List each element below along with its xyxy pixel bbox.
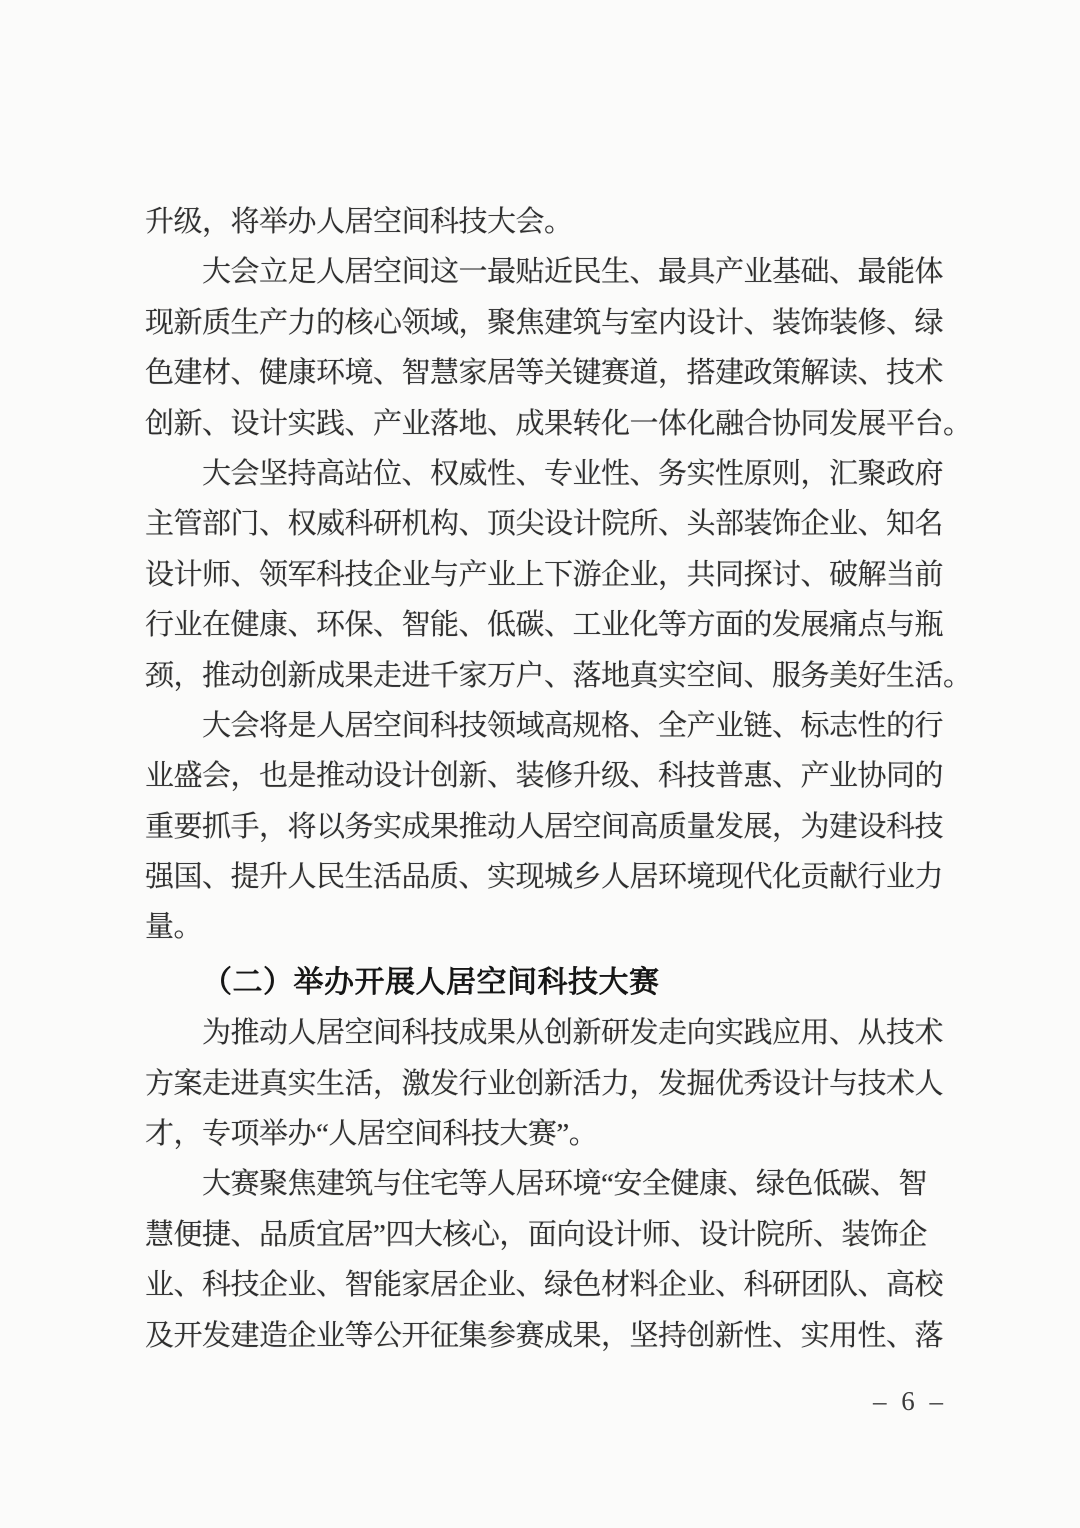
text-line: 行业在健康、环保、智能、低碳、工业化等方面的发展痛点与瓶	[145, 609, 944, 642]
text-line: 大会坚持高站位、权威性、专业性、务实性原则，汇聚政府	[202, 457, 944, 490]
text-line: 主管部门、权威科研机构、顶尖设计院所、头部装饰企业、知名	[145, 508, 944, 541]
text-line: 及开发建造企业等公开征集参赛成果，坚持创新性、实用性、落	[145, 1319, 944, 1352]
text-line: 创新、设计实践、产业落地、成果转化一体化融合协同发展平台。	[145, 407, 972, 440]
document-body	[145, 197, 972, 1361]
text-line: 业盛会，也是推动设计创新、装修升级、科技普惠、产业协同的	[145, 760, 944, 793]
text-line: 颈，推动创新成果走进千家万户、落地真实空间、服务美好生活。	[145, 659, 972, 692]
text-line: 大赛聚焦建筑与住宅等人居环境“安全健康、绿色低碳、智	[202, 1168, 927, 1201]
page-number: – 6 –	[873, 1386, 947, 1416]
text-line: 慧便捷、品质宜居”四大核心，面向设计师、设计院所、装饰企	[145, 1218, 927, 1251]
text-line: 现新质生产力的核心领域，聚焦建筑与室内设计、装饰装修、绿	[145, 306, 944, 339]
text-line: 大会立足人居空间这一最贴近民生、最具产业基础、最能体	[202, 256, 944, 289]
text-line: 设计师、领军科技企业与产业上下游企业，共同探讨、破解当前	[145, 558, 944, 591]
text-line: 大会将是人居空间科技领域高规格、全产业链、标志性的行	[202, 709, 944, 742]
text-line: 为推动人居空间科技成果从创新研发走向实践应用、从技术	[202, 1017, 944, 1050]
text-line: 方案走进真实生活，激发行业创新活力，发掘优秀设计与技术人	[145, 1067, 944, 1100]
section-heading: （二）举办开展人居空间科技大赛	[202, 965, 660, 999]
text-line: 才，专项举办“人居空间科技大赛”。	[145, 1118, 598, 1151]
text-line: 重要抓手，将以务实成果推动人居空间高质量发展，为建设科技	[145, 810, 944, 843]
text-line: 升级，将举办人居空间科技大会。	[145, 206, 573, 238]
text-line: 量。	[145, 911, 203, 944]
text-line: 色建材、健康环境、智慧家居等关键赛道，搭建政策解读、技术	[145, 357, 944, 390]
text-line: 业、科技企业、智能家居企业、绿色材料企业、科研团队、高校	[145, 1269, 944, 1302]
text-line: 强国、提升人民生活品质、实现城乡人居环境现代化贡献行业力	[145, 861, 944, 894]
